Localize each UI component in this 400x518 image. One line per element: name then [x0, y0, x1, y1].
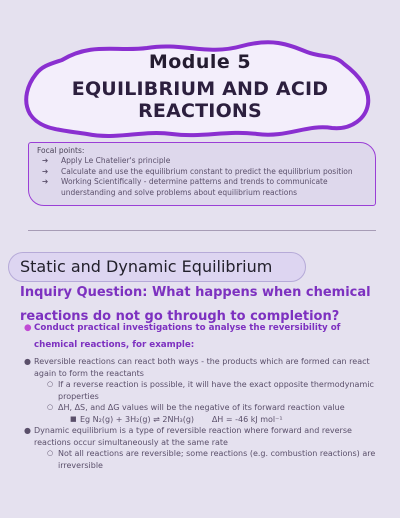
bullet-icon: ●	[24, 323, 32, 333]
notes-list	[20, 356, 384, 471]
focal-point-item: ➔ Apply Le Chatelier's principle	[42, 156, 171, 166]
circle-bullet-icon: ○	[47, 380, 54, 388]
circle-bullet-icon: ○	[47, 403, 54, 411]
list-item: ○ ΔH, ΔS, and ΔG values will be the negative of its forward reaction value ■ Eg N₂(g) + 3H₂(g) ⇌ 2NH₃(g) ΔH = -46 kJ mol⁻¹	[44, 402, 384, 425]
title-banner	[22, 38, 378, 142]
notes-content	[20, 320, 384, 471]
list-item: ○ If a reverse reaction is possible, it will have the exact opposite thermodynamic properties	[47, 380, 374, 401]
focal-point-item: ➔ Calculate and use the equilibrium constant to predict the equilibrium position	[42, 166, 353, 176]
divider	[28, 230, 376, 231]
inquiry-question: Inquiry Question: What happens when chemical reactions do not go through to completion?	[20, 285, 371, 324]
list-item: ● Reversible reactions can react both ways - the products which are formed can react again to form the reactants ○ If a reverse reaction is possible, it will have the exact opposite thermodynamic properties ○ ΔH, ΔS, and ΔG values will be the negative of its forward reaction value ■ Eg N₂(g) + 3H₂(g) ⇌ 2NH₃(g) ΔH = -46 kJ mol⁻¹	[20, 356, 384, 425]
circle-bullet-icon: ○	[47, 449, 54, 457]
arrow-right-icon: ➔	[42, 166, 49, 176]
arrow-right-icon: ➔	[42, 156, 49, 166]
focal-points-list	[37, 156, 367, 198]
bullet-icon: ●	[24, 357, 31, 366]
bullet-icon: ●	[24, 426, 31, 435]
focal-point-item: ➔ Working Scientifically - determine patterns and trends to communicate understanding and solve problems about equilibrium reactions	[42, 177, 328, 197]
square-bullet-icon: ■	[70, 414, 77, 423]
section-heading: Static and Dynamic Equilibrium	[20, 257, 273, 276]
syllabus-point: ● Conduct practical investigations to analyse the reversibility of chemical reactions, for example:	[20, 320, 384, 353]
module-label: Module 5	[148, 51, 252, 73]
list-item: ● Dynamic equilibrium is a type of reversible reaction where forward and reverse reactions occur simultaneously at the same rate ○ Not all reactions are reversible; some reactions (e.g. combustion reactions) are irreversible	[20, 425, 384, 471]
focal-points-label: Focal points:	[37, 146, 85, 155]
arrow-right-icon: ➔	[42, 177, 49, 187]
list-item: ■ Eg N₂(g) + 3H₂(g) ⇌ 2NH₃(g) ΔH = -46 kJ mol⁻¹	[70, 414, 283, 424]
page-title: EQUILIBRIUM AND ACID REACTIONS	[71, 78, 329, 122]
list-item: ○ Not all reactions are reversible; some reactions (e.g. combustion reactions) are irreversible	[47, 449, 376, 470]
focal-points-box	[28, 142, 376, 206]
